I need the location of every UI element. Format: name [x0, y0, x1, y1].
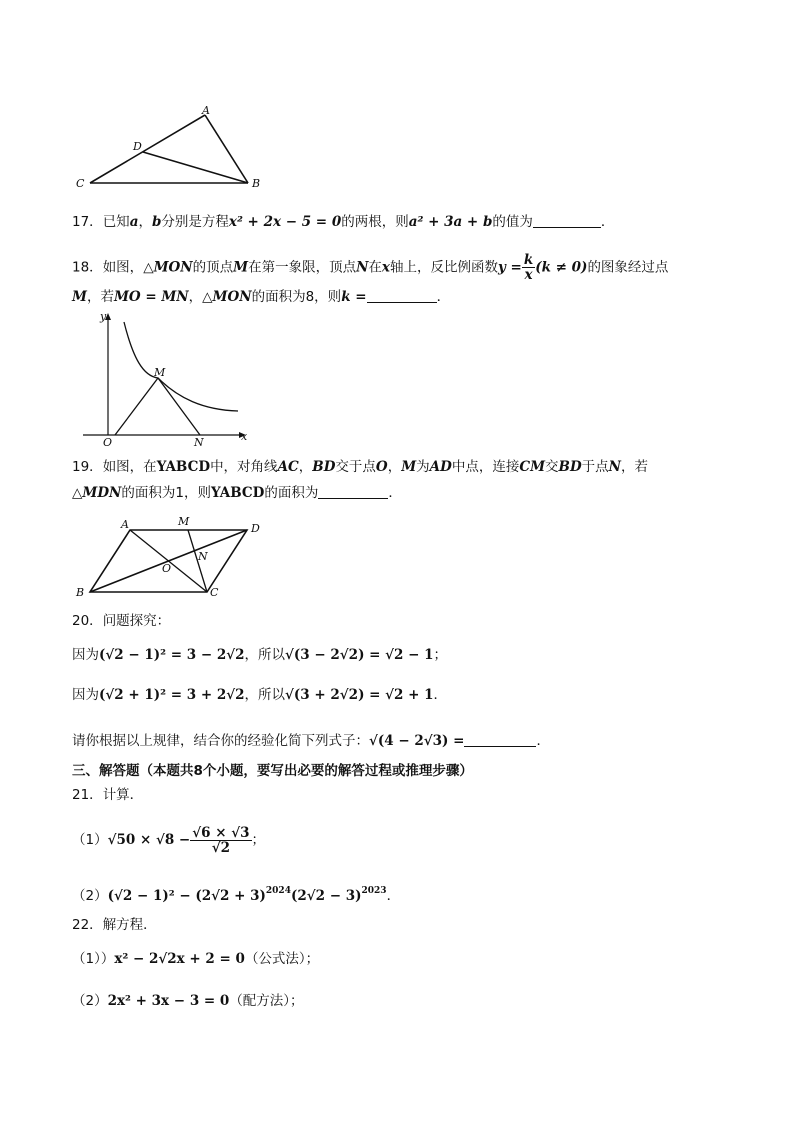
- label-b: B: [76, 586, 85, 599]
- answer-blank[interactable]: [533, 213, 601, 228]
- question-21-title: 21．计算．: [72, 787, 144, 803]
- question-19-line2: △MDN的面积为1，则YABCD的面积为 ．: [72, 485, 402, 501]
- axis-label-x: x: [241, 430, 248, 443]
- answer-blank[interactable]: [464, 732, 536, 747]
- question-21-part2: $(2)(√2 - 1)^2 - (2√2 + 3)^{2024}(2√2 - 3)^{2023}$．: [72, 886, 401, 904]
- question-20-line1: 因为(√2 − 1)² = 3 − 2√2，所以√(3 − 2√2) = √2 − 1；: [72, 647, 448, 663]
- hyperbola-curve: [124, 322, 238, 411]
- label-a: A: [121, 518, 129, 531]
- question-21-part1: （1）√50 × √8 − $\frac{√6 \times √3}{√2}$ ；: [72, 824, 265, 856]
- question-17: 17．已知a，b分别是方程x² + 2x − 5 = 0的两根，则a² + 3a + b的值为 ．: [72, 214, 615, 230]
- label-o: O: [103, 436, 113, 449]
- question-20-line3: 请你根据以上规律，结合你的经验化简下列式子：√(4 − 2√3) = ．: [72, 733, 550, 749]
- label-c: C: [210, 586, 219, 599]
- question-22-part2: （2）2x² + 3x − 3 = 0（配方法）；: [72, 993, 304, 1009]
- answer-blank[interactable]: [367, 288, 437, 303]
- question-19-line1: 19．如图，在YABCD中，对角线AC，BD交于点O，M为AD中点，连接CM交BD于点N，若: [72, 459, 648, 475]
- question-20-title: 20．问题探究：: [72, 613, 171, 629]
- axis-label-y: y: [100, 310, 107, 323]
- question-22-part1: （1））x² − 2√2x + 2 = 0（公式法）；: [72, 951, 320, 967]
- label-b: B: [252, 177, 261, 190]
- label-m: M: [154, 366, 166, 379]
- segment-mn: [158, 378, 200, 435]
- label-d: D: [251, 522, 260, 535]
- triangle-figure: [70, 105, 270, 195]
- fraction-k-over-x: $\frac{k}{x}$: [523, 252, 534, 283]
- label-d: D: [133, 140, 142, 153]
- diagonal-bd: [90, 530, 247, 592]
- hyperbola-figure: [78, 310, 268, 450]
- question-18-line1: 18．如图，△MON的顶点M在第一象限，顶点N在x轴上，反比例函数y = $\frac{k}{x}$ (k ≠ 0)的图象经过点: [72, 252, 669, 283]
- label-n: N: [198, 550, 208, 563]
- fraction-sqrt: $\frac{√6 \times √3}{√2}$: [192, 824, 250, 856]
- question-20-line2: 因为(√2 + 1)² = 3 + 2√2，所以√(3 + 2√2) = √2 + 1．: [72, 687, 448, 703]
- answer-blank[interactable]: [318, 484, 388, 499]
- question-18-line2: M，若MO = MN，△MON的面积为8，则k = ．: [72, 289, 451, 305]
- label-o: O: [162, 562, 172, 575]
- label-a: A: [202, 105, 210, 117]
- label-m: M: [178, 515, 190, 528]
- section-heading: 三、解答题（本题共8个小题，要写出必要的解答过程或推理步骤）: [72, 763, 473, 779]
- label-c: C: [76, 177, 85, 190]
- question-22-title: 22．解方程．: [72, 917, 157, 933]
- parallelogram-figure: [72, 514, 272, 599]
- segment-ca: [90, 115, 205, 183]
- segment-om: [115, 378, 158, 435]
- label-n: N: [194, 436, 204, 449]
